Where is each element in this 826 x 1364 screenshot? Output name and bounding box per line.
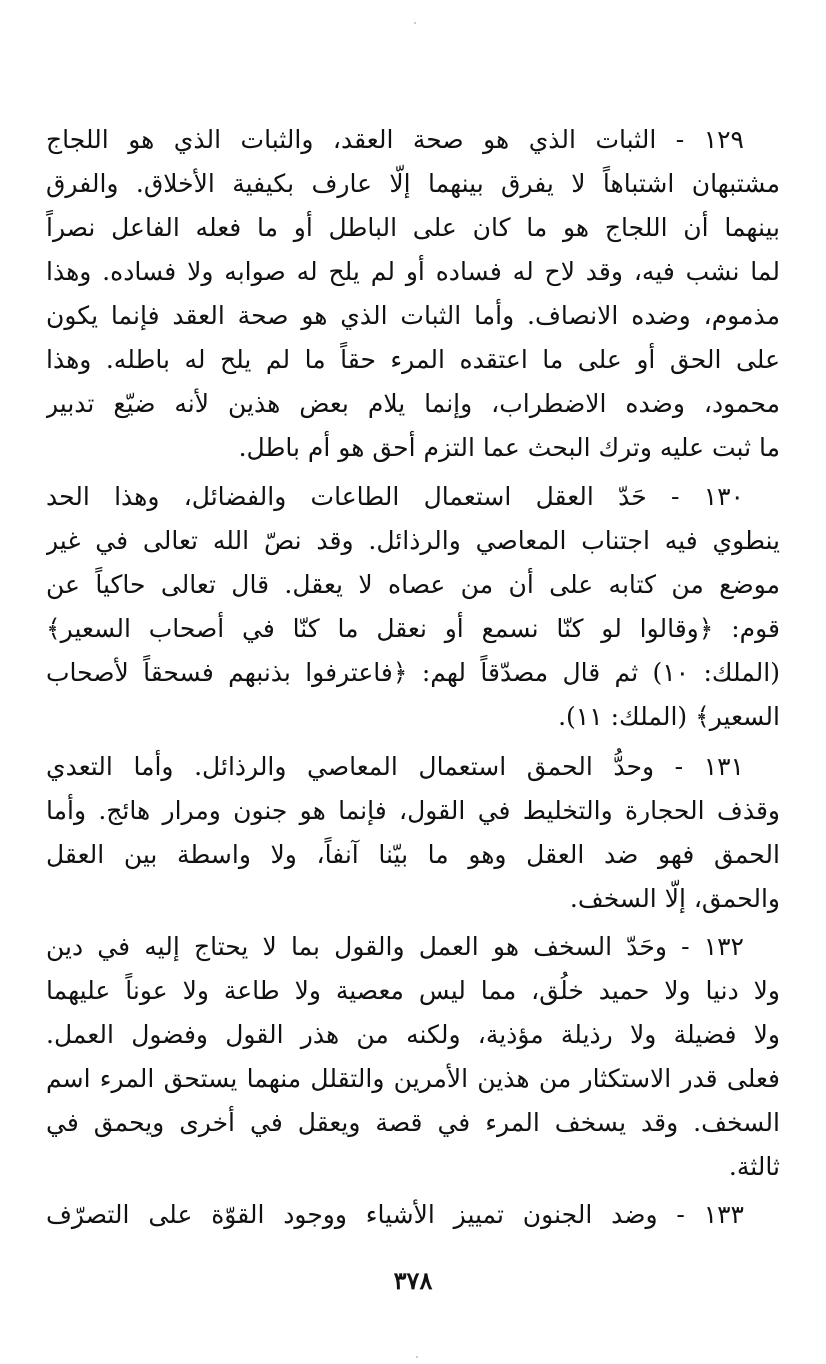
page-number: ٣٧٨	[393, 1266, 433, 1295]
text-line: ينطوي فيه اجتناب المعاصي والرذائل. وقد نصّ الله تعالى في غير	[46, 526, 780, 555]
text-line: على الحق أو على ما اعتقده المرء حقاً ما لم يلح له باطله. وهذا	[46, 345, 780, 374]
text-line: مشتبهان اشتباهاً لا يفرق بينهما إلّا عارف بكيفية الأخلاق. والفرق	[46, 169, 780, 198]
text-line: ولا فضيلة ولا رذيلة مؤذية، ولكنه من هذر القول وفضول العمل.	[46, 1020, 780, 1049]
text-line: وقذف الحجارة والتخليط في القول، فإنما هو جنون ومرار هائج. وأما	[46, 796, 780, 825]
text-line: بينهما أن اللجاج هو ما كان على الباطل أو ما فعله الفاعل نصراً	[46, 213, 780, 242]
text-line: السخف. وقد يسخف المرء في قصة ويعقل في أخرى ويحمق في	[46, 1108, 780, 1137]
paragraph-133	[46, 1193, 780, 1237]
text-line: ١٣٢ - وحَدّ السخف هو العمل والقول بما لا يحتاج إليه في دين	[46, 932, 744, 961]
scan-speck	[416, 1356, 418, 1358]
text-line: فعلى قدر الاستكثار من هذين الأمرين والتقلل منهما يستحق المرء اسم	[46, 1064, 780, 1093]
text-line: ١٢٩ - الثبات الذي هو صحة العقد، والثبات الذي هو اللجاج	[46, 125, 744, 154]
text-line: (الملك: ١٠) ثم قال مصدّقاً لهم: ﴿فاعترفوا بذنبهم فسحقاً لأصحاب	[46, 658, 780, 687]
text-line: ١٣٣ - وضد الجنون تمييز الأشياء ووجود القوّة على التصرّف	[46, 1200, 744, 1229]
paragraph-131	[46, 745, 780, 921]
text-line: قوم: ﴿وقالوا لو كنّا نسمع أو نعقل ما كنّا في أصحاب السعير﴾	[46, 614, 780, 643]
text-line: والحمق، إلّا السخف.	[569, 884, 780, 913]
text-line: موضع من كتابه على أن من عصاه لا يعقل. قال تعالى حاكياً عن	[46, 570, 780, 599]
text-line: ما ثبت عليه وترك البحث عما التزم أحق هو أم باطل.	[238, 433, 780, 462]
text-line: الحمق فهو ضد العقل وهو ما بيّنا آنفاً، ولا واسطة بين العقل	[46, 840, 780, 869]
text-line: ١٣١ - وحدُّ الحمق استعمال المعاصي والرذائل. وأما التعدي	[46, 752, 744, 781]
scan-speck	[414, 22, 416, 24]
text-line: ولا دنيا ولا حميد خلُق، مما ليس معصية ولا طاعة ولا عوناً عليهما	[46, 976, 780, 1005]
text-line: مذموم، وضده الانصاف. وأما الثبات الذي هو صحة العقد فإنما يكون	[46, 301, 780, 330]
text-line: لما نشب فيه، وقد لاح له فساده أو لم يلح له صوابه ولا فساده. وهذا	[46, 257, 780, 286]
text-line: ١٣٠ - حَدّ العقل استعمال الطاعات والفضائل، وهذا الحد	[46, 482, 744, 511]
text-line: السعير﴾ (الملك: ١١).	[558, 702, 780, 731]
text-line: ثالثة.	[728, 1152, 780, 1181]
paragraph-130	[46, 475, 780, 739]
paragraph-132	[46, 925, 780, 1189]
paragraph-129	[46, 118, 780, 470]
text-line: محمود، وضده الاضطراب، وإنما يلام بعض هذين لأنه ضيّع تدبير	[46, 389, 780, 418]
